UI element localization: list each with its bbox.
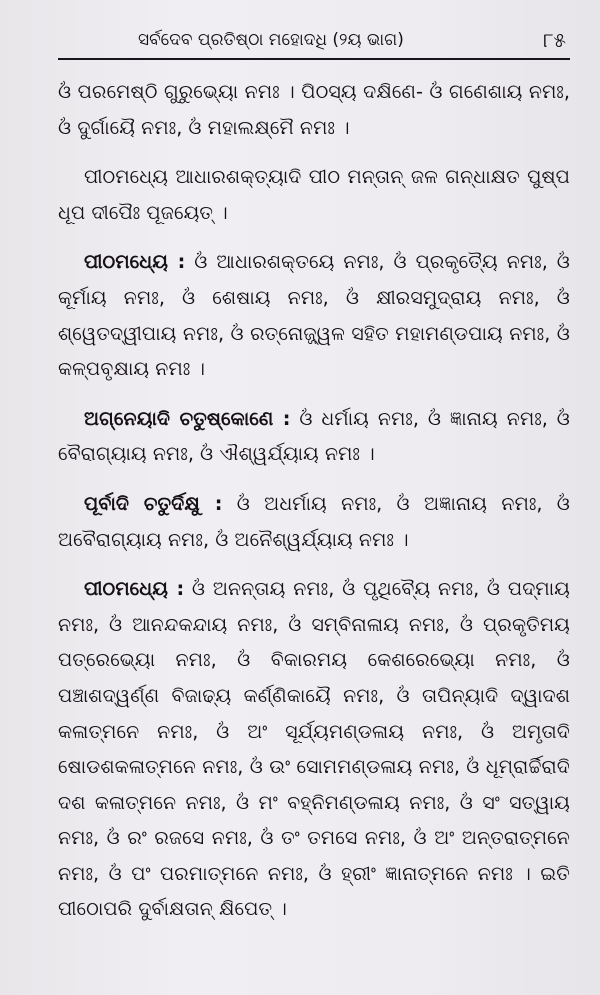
paragraph — [58, 159, 570, 230]
paragraph-lead: ପୀଠମଧ୍ୟେ : — [84, 577, 185, 601]
paragraph-text: ପୀଠମଧ୍ୟେ ଆଧାରଶକ୍ତ୍ୟାଦି ପୀଠ ମନ୍ତାନ୍ ଜଳ ଗନ୍ଧାକ୍ଷତ ପୁଷ୍ପ ଧୂପ ଦୀପୈଃ ପୂଜୟେତ୍ । — [58, 165, 570, 224]
page-number: ୮୫ — [543, 28, 566, 52]
paragraph-lead: ପୂର୍ବାଦି ଚତୁର୍ଦିକ୍ଷୁ : — [84, 491, 223, 515]
paragraph-text: ଓଁ ଅଧର୍ମାୟ ନମଃ, ଓଁ ଅଜ୍ଞାନାୟ ନମଃ, ଓଁ ଅବୈରାଗ୍ୟାୟ ନମଃ, ଓଁ ଅନୈଶ୍ୱର୍ଯ୍ୟାୟ ନମଃ । — [58, 491, 570, 551]
paragraph-text: ଓଁ ଆଧାରଶକ୍ତୟେ ନମଃ, ଓଁ ପ୍ରକୃତ୍ୟୈ ନମଃ, ଓଁ କୂର୍ମାୟ ନମଃ, ଓଁ ଶେଷାୟ ନମଃ, ଓଁ କ୍ଷୀରସମୁଦ୍ରାୟ ନମଃ, ଓଁ ଶ୍ୱେତଦ୍ୱୀପାୟ ନମଃ, ଓଁ ରତ୍ନୋଜ୍ଜ୍ୱଳ ସହିତ ମହାମଣ୍ଡପାୟ ନମଃ, ଓଁ କଳ୍ପବୃକ୍ଷାୟ ନମଃ । — [58, 250, 570, 381]
paragraph-text: ଓଁ ଧର୍ମାୟ ନମଃ, ଓଁ ଜ୍ଞାନାୟ ନମଃ, ଓଁ ବୈରାଗ୍ୟାୟ ନମଃ, ଓଁ ଐଶ୍ୱର୍ଯ୍ୟାୟ ନମଃ । — [58, 406, 570, 466]
paragraph-lead: ପୀଠମଧ୍ୟେ : — [84, 250, 186, 274]
running-header — [58, 28, 570, 60]
paragraph-text: ଓଁ ପରମେଷ୍ଠି ଗୁରୁଭ୍ୟୋ ନମଃ । ପିଠସ୍ୟ ଦକ୍ଷିଣେ- ଓଁ ଗଣେଶାୟ ନମଃ, ଓଁ ଦୁର୍ଗାୟୈ ନମଃ, ଓଁ ମହାଲକ୍ଷ୍ମୈ ନମଃ । — [58, 80, 570, 139]
paragraph — [58, 74, 570, 145]
paragraph — [58, 401, 570, 472]
paragraph — [58, 486, 570, 557]
paragraph-lead: ଅଗ୍ନେୟାଦି ଚତୁଷ୍କୋଣେ : — [84, 406, 291, 430]
paragraph-text: ଓଁ ଅନନ୍ତାୟ ନମଃ, ଓଁ ପୃଥିବ୍ୟୈ ନମଃ, ଓଁ ପଦ୍ମାୟ ନମଃ, ଓଁ ଆନନ୍ଦକନ୍ଦାୟ ନମଃ, ଓଁ ସମ୍ବିନାଳାୟ ନମଃ, ଓଁ ପ୍ରକୃତିମୟ ପତ୍ରେଭ୍ୟୋ ନମଃ, ଓଁ ବିକାରମୟ କେଶରେଭ୍ୟୋ ନମଃ, ଓଁ ପଞ୍ଚାଶଦ୍ୱର୍ଣ୍ଣ ବିଜାଢ୍ୟ କର୍ଣ୍ଣିକାୟୈ ନମଃ, ଓଁ ତାପିନ୍ୟାଦି ଦ୍ୱାଦଶ କଳାତ୍ମନେ ନମଃ, ଓଁ ଅଂ ସୂର୍ଯ୍ୟମଣ୍ଡଳାୟ ନମଃ, ଓଁ ଅମୃତାଦି ଷୋଡଶକଳାତ୍ମନେ ନମଃ, ଓଁ ଉଂ ସୋମମଣ୍ଡଳାୟ ନମଃ, ଓଁ ଧୂମ୍ରାର୍ଚ୍ଚିରାଦି ଦଶ କଳାତ୍ମନେ ନମଃ, ଓଁ ମଂ ବହ୍ନିମଣ୍ଡଳାୟ ନମଃ, ଓଁ ସଂ ସତ୍ୱାୟ ନମଃ, ଓଁ ରଂ ରଜସେ ନମଃ, ଓଁ ତଂ ତମସେ ନମଃ, ଓଁ ଅଂ ଅନ୍ତରାତ୍ମନେ ନମଃ, ଓଁ ପଂ ପରମାତ୍ମନେ ନମଃ, ଓଁ ହ୍ରୀଂ ଜ୍ଞାନାତ୍ମନେ ନମଃ । ଇତି ପୀଠୋପରି ଦୁର୍ବାକ୍ଷତାନ୍ କ୍ଷିପେତ୍ । — [58, 577, 570, 921]
running-header-title: ସର୍ବଦେବ ପ୍ରତିଷ୍ଠା ମହୋଦଧି (୨ୟ ଭାଗ) — [138, 30, 404, 50]
paragraph — [58, 571, 570, 927]
page-body — [58, 60, 570, 927]
paragraph — [58, 244, 570, 386]
